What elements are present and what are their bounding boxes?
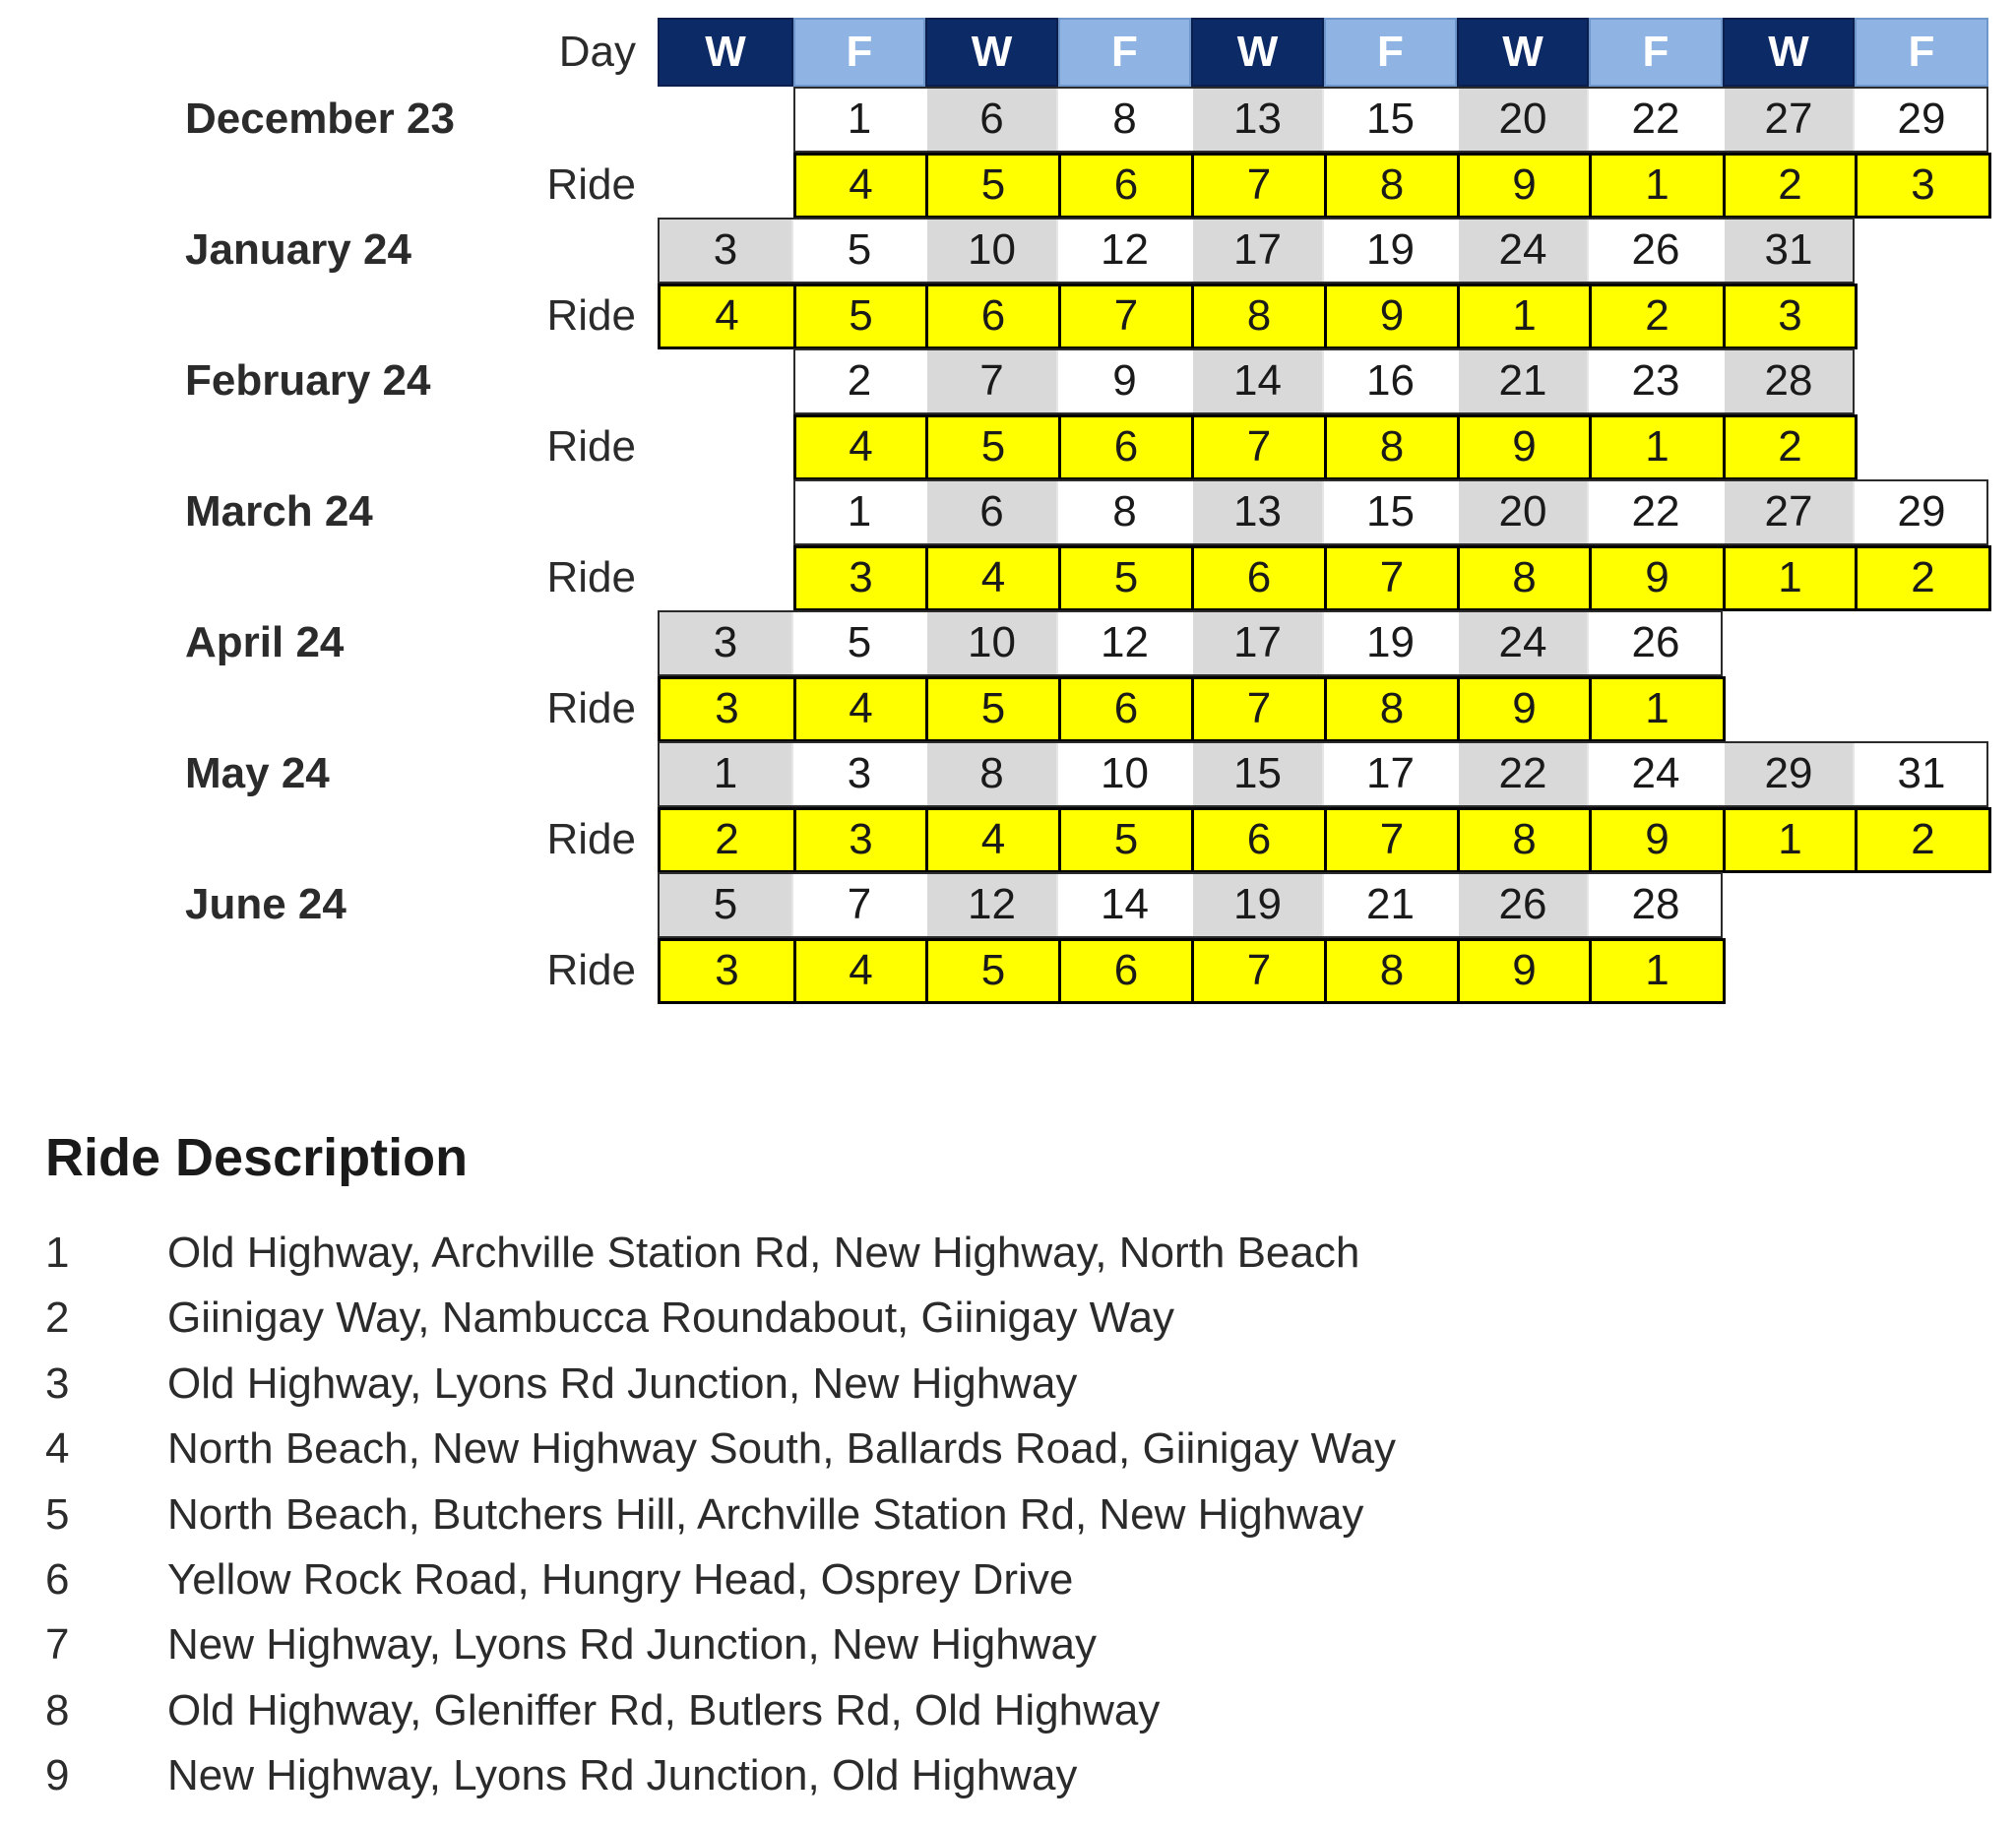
month-label: March 24 xyxy=(185,487,373,536)
day-header-cell: F xyxy=(1589,18,1723,87)
day-header-cell: F xyxy=(793,18,925,87)
ride-description-number: 4 xyxy=(45,1424,70,1474)
ride-number-cell: 8 xyxy=(1457,545,1592,612)
date-cell: 3 xyxy=(658,610,793,676)
ride-row-label: Ride xyxy=(546,421,636,471)
ride-description-text: Old Highway, Archville Station Rd, New Highway, North Beach xyxy=(167,1229,1360,1277)
ride-description-text: Old Highway, Lyons Rd Junction, New Highway xyxy=(167,1358,1078,1408)
ride-number-cell: 5 xyxy=(793,284,928,350)
ride-description-text: Yellow Rock Road, Hungry Head, Osprey Drive xyxy=(167,1555,1074,1604)
day-header-cell: W xyxy=(1723,18,1855,87)
date-cell: 29 xyxy=(1855,479,1988,545)
date-cell: 5 xyxy=(793,218,925,284)
date-cell: 3 xyxy=(793,741,925,807)
ride-description-number: 7 xyxy=(45,1620,70,1670)
date-cell: 29 xyxy=(1723,741,1855,807)
ride-number-cell: 7 xyxy=(1324,807,1460,874)
date-cell: 17 xyxy=(1324,741,1457,807)
ride-description-text: Old Highway, Gleniffer Rd, Butlers Rd, Old Highway xyxy=(167,1685,1161,1734)
day-header-cell: W xyxy=(925,18,1058,87)
ride-number-cell: 6 xyxy=(1191,545,1327,612)
ride-number-cell: 7 xyxy=(1058,284,1194,350)
ride-number-cell: 8 xyxy=(1191,284,1327,350)
ride-number-cell: 2 xyxy=(1855,807,1991,874)
ride-row-label: Ride xyxy=(546,683,636,732)
month-label: December 23 xyxy=(185,95,455,143)
ride-number-cell: 7 xyxy=(1191,676,1327,743)
date-cell: 22 xyxy=(1589,479,1723,545)
ride-number-cell: 4 xyxy=(793,414,928,481)
ride-number-cell: 4 xyxy=(793,938,928,1005)
ride-number-cell: 3 xyxy=(1723,284,1858,350)
date-cell: 21 xyxy=(1324,872,1457,938)
date-cell: 27 xyxy=(1723,479,1855,545)
ride-description-text: New Highway, Lyons Rd Junction, Old Highway xyxy=(167,1751,1078,1800)
ride-number-cell: 8 xyxy=(1457,807,1592,874)
day-header-cell: W xyxy=(1457,18,1589,87)
date-cell: 24 xyxy=(1589,741,1723,807)
ride-number-cell: 1 xyxy=(1589,676,1726,743)
ride-number-cell: 6 xyxy=(1058,153,1194,220)
ride-number-cell: 9 xyxy=(1457,153,1592,220)
ride-number-cell: 8 xyxy=(1324,414,1460,481)
ride-number-cell: 7 xyxy=(1191,414,1327,481)
date-cell: 26 xyxy=(1589,218,1723,284)
month-label: May 24 xyxy=(185,749,330,797)
ride-number-cell: 4 xyxy=(793,676,928,743)
ride-number-cell: 9 xyxy=(1457,938,1592,1005)
ride-number-cell: 7 xyxy=(1191,153,1327,220)
ride-row-label: Ride xyxy=(546,552,636,601)
date-cell: 3 xyxy=(658,218,793,284)
date-cell: 15 xyxy=(1324,87,1457,153)
date-cell: 28 xyxy=(1723,348,1855,414)
date-cell: 16 xyxy=(1324,348,1457,414)
ride-number-cell: 6 xyxy=(1058,676,1194,743)
date-cell: 31 xyxy=(1855,741,1988,807)
date-cell: 31 xyxy=(1723,218,1855,284)
ride-description-number: 1 xyxy=(45,1229,70,1277)
ride-number-cell: 4 xyxy=(925,545,1061,612)
ride-row-label: Ride xyxy=(546,945,636,994)
day-header-cell: F xyxy=(1324,18,1457,87)
ride-number-cell: 4 xyxy=(793,153,928,220)
ride-row-label: Ride xyxy=(546,814,636,863)
ride-description-number: 9 xyxy=(45,1751,70,1800)
ride-description-number: 3 xyxy=(45,1358,70,1408)
ride-number-cell: 4 xyxy=(658,284,796,350)
date-cell: 10 xyxy=(925,218,1058,284)
date-cell: 6 xyxy=(925,479,1058,545)
date-cell: 5 xyxy=(658,872,793,938)
day-header-cell: W xyxy=(658,18,793,87)
date-cell: 28 xyxy=(1589,872,1723,938)
date-cell: 19 xyxy=(1324,218,1457,284)
date-cell: 6 xyxy=(925,87,1058,153)
ride-description-text: North Beach, New Highway South, Ballards Road, Giinigay Way xyxy=(167,1424,1397,1474)
date-cell: 21 xyxy=(1457,348,1589,414)
day-header-cell: F xyxy=(1058,18,1191,87)
date-cell: 7 xyxy=(793,872,925,938)
date-cell: 22 xyxy=(1589,87,1723,153)
date-cell: 10 xyxy=(925,610,1058,676)
date-cell: 2 xyxy=(793,348,925,414)
ride-number-cell: 5 xyxy=(1058,545,1194,612)
date-cell: 7 xyxy=(925,348,1058,414)
ride-number-cell: 3 xyxy=(793,545,928,612)
ride-number-cell: 1 xyxy=(1457,284,1592,350)
date-cell: 12 xyxy=(925,872,1058,938)
month-label: January 24 xyxy=(185,225,411,274)
ride-number-cell: 1 xyxy=(1589,414,1726,481)
date-cell: 1 xyxy=(793,87,925,153)
date-cell: 13 xyxy=(1191,479,1324,545)
ride-number-cell: 6 xyxy=(1191,807,1327,874)
ride-number-cell: 1 xyxy=(1723,545,1858,612)
date-cell: 1 xyxy=(658,741,793,807)
date-cell: 8 xyxy=(1058,87,1191,153)
ride-number-cell: 9 xyxy=(1589,807,1726,874)
ride-number-cell: 1 xyxy=(1723,807,1858,874)
ride-number-cell: 3 xyxy=(658,938,796,1005)
ride-description-text: New Highway, Lyons Rd Junction, New Highway xyxy=(167,1620,1097,1670)
ride-number-cell: 5 xyxy=(1058,807,1194,874)
date-cell: 24 xyxy=(1457,610,1589,676)
ride-number-cell: 8 xyxy=(1324,676,1460,743)
day-header-label: Day xyxy=(558,28,636,76)
day-header-cell: F xyxy=(1855,18,1988,87)
month-label: February 24 xyxy=(185,356,431,405)
date-cell: 20 xyxy=(1457,87,1589,153)
date-cell: 12 xyxy=(1058,610,1191,676)
ride-number-cell: 2 xyxy=(1589,284,1726,350)
date-cell: 19 xyxy=(1324,610,1457,676)
date-cell: 27 xyxy=(1723,87,1855,153)
ride-number-cell: 3 xyxy=(1855,153,1991,220)
date-cell: 20 xyxy=(1457,479,1589,545)
ride-description-title: Ride Description xyxy=(45,1128,469,1187)
ride-description-number: 2 xyxy=(45,1293,70,1343)
ride-number-cell: 1 xyxy=(1589,938,1726,1005)
ride-description-number: 6 xyxy=(45,1555,70,1604)
date-cell: 24 xyxy=(1457,218,1589,284)
month-label: April 24 xyxy=(185,618,345,666)
ride-number-cell: 1 xyxy=(1589,153,1726,220)
ride-number-cell: 9 xyxy=(1589,545,1726,612)
ride-number-cell: 2 xyxy=(1855,545,1991,612)
date-cell: 19 xyxy=(1191,872,1324,938)
ride-number-cell: 5 xyxy=(925,938,1061,1005)
ride-number-cell: 7 xyxy=(1191,938,1327,1005)
ride-description-text: North Beach, Butchers Hill, Archville Station Rd, New Highway xyxy=(167,1489,1364,1539)
date-cell: 17 xyxy=(1191,610,1324,676)
date-cell: 26 xyxy=(1589,610,1723,676)
date-cell: 22 xyxy=(1457,741,1589,807)
date-cell: 14 xyxy=(1058,872,1191,938)
ride-number-cell: 2 xyxy=(1723,414,1858,481)
date-cell: 1 xyxy=(793,479,925,545)
ride-number-cell: 9 xyxy=(1457,676,1592,743)
date-cell: 17 xyxy=(1191,218,1324,284)
date-cell: 8 xyxy=(925,741,1058,807)
date-cell: 23 xyxy=(1589,348,1723,414)
ride-number-cell: 8 xyxy=(1324,153,1460,220)
ride-number-cell: 7 xyxy=(1324,545,1460,612)
ride-number-cell: 2 xyxy=(658,807,796,874)
ride-number-cell: 6 xyxy=(1058,938,1194,1005)
ride-number-cell: 5 xyxy=(925,414,1061,481)
date-cell: 15 xyxy=(1324,479,1457,545)
ride-number-cell: 8 xyxy=(1324,938,1460,1005)
ride-description-number: 5 xyxy=(45,1489,70,1539)
date-cell: 26 xyxy=(1457,872,1589,938)
date-cell: 14 xyxy=(1191,348,1324,414)
date-cell: 9 xyxy=(1058,348,1191,414)
date-cell: 12 xyxy=(1058,218,1191,284)
date-cell: 8 xyxy=(1058,479,1191,545)
ride-number-cell: 2 xyxy=(1723,153,1858,220)
ride-number-cell: 3 xyxy=(658,676,796,743)
date-cell: 10 xyxy=(1058,741,1191,807)
ride-number-cell: 3 xyxy=(793,807,928,874)
month-label: June 24 xyxy=(185,880,346,928)
ride-number-cell: 6 xyxy=(925,284,1061,350)
date-cell: 13 xyxy=(1191,87,1324,153)
ride-description-number: 8 xyxy=(45,1685,70,1734)
ride-row-label: Ride xyxy=(546,290,636,340)
ride-number-cell: 6 xyxy=(1058,414,1194,481)
ride-number-cell: 5 xyxy=(925,676,1061,743)
date-cell: 29 xyxy=(1855,87,1988,153)
ride-number-cell: 5 xyxy=(925,153,1061,220)
day-header-cell: W xyxy=(1191,18,1324,87)
date-cell: 5 xyxy=(793,610,925,676)
ride-row-label: Ride xyxy=(546,159,636,209)
ride-number-cell: 9 xyxy=(1457,414,1592,481)
ride-description-text: Giinigay Way, Nambucca Roundabout, Giinigay Way xyxy=(167,1293,1175,1343)
date-cell: 15 xyxy=(1191,741,1324,807)
ride-number-cell: 9 xyxy=(1324,284,1460,350)
ride-number-cell: 4 xyxy=(925,807,1061,874)
